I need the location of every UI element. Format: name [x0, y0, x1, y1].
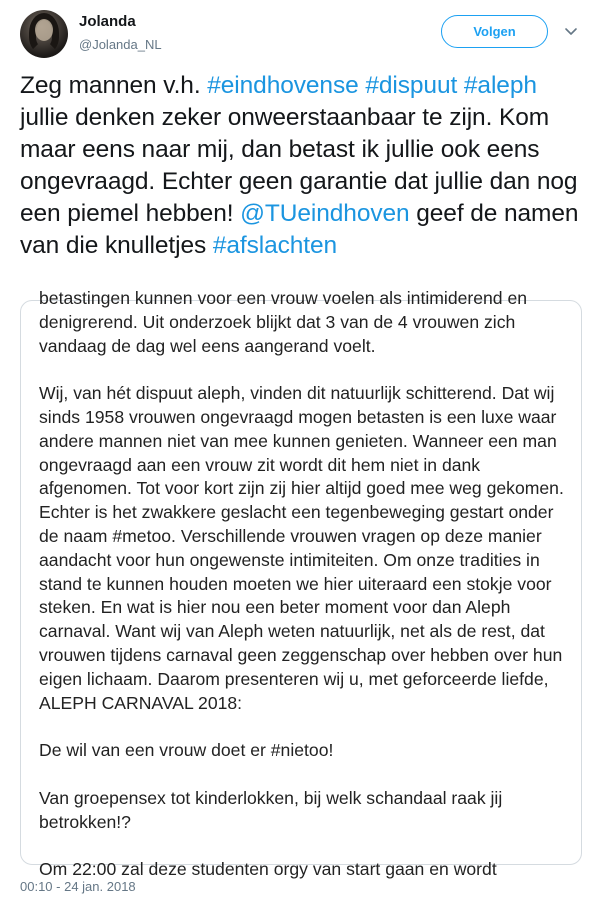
- tweet-text-segment: geef de namen van die knulletjes: [20, 200, 579, 259]
- avatar[interactable]: [20, 10, 68, 58]
- tweet-image[interactable]: [20, 288, 582, 880]
- image-paragraph-2: Wij, van hét dispuut aleph, vinden dit natuurlijk schitterend. Dat wij sinds 1958 vrouwen ongevraagd mogen betasten is een luxe waar andere mannen niet van mee kunnen genieten. Wanneer een man ongevraagd aan een vrouw zit wordt dit hem niet in dank afgenomen. Tot voor kort zijn zij hier altijd goed mee weg gekomen. Echter is het zwakkere geslacht een tegenbeweging gestart onder de naam #metoo. Verschillende vrouwen vragen op deze manier aandacht voor hun ongewenste intimiteiten. Om onze tradities in stand te kunnen houden moeten we hier uiteraard een stokje voor steken. En wat is hier nou een beter moment voor dan Aleph carnaval. Want wij van Aleph weten natuurlijk, net als de rest, dat vrouwen tijdens carnaval geen zeggenschap over hebben over hun eigen lichaam. Daarom presenteren wij u, met geforceerde liefde, ALEPH CARNAVAL 2018:: [39, 383, 564, 713]
- image-paragraph-4: Van groepensex tot kinderlokken, bij welk schandaal raak jij betrokken!?: [39, 787, 503, 832]
- hashtag-link[interactable]: #dispuut: [365, 72, 458, 99]
- follow-button[interactable]: Volgen: [441, 15, 548, 48]
- tweet-text-segment: Zeg mannen v.h.: [20, 72, 208, 99]
- avatar-face: [35, 19, 53, 41]
- user-handle[interactable]: @Jolanda_NL: [79, 37, 162, 52]
- tweet-text-segment: jullie denken zeker onweerstaanbaar te zijn. Kom maar eens naar mij, dan betast ik jullie ook eens ongevraagd. Echter geen garantie dat jullie dan nog een piemel hebben!: [20, 104, 578, 227]
- image-paragraph-3: De wil van een vrouw doet er #nietoo!: [39, 740, 334, 761]
- tweet-text: [20, 70, 580, 262]
- tweet-timestamp[interactable]: 00:10 - 24 jan. 2018: [20, 879, 136, 894]
- hashtag-link[interactable]: #eindhovense: [207, 72, 359, 99]
- chevron-down-icon[interactable]: [563, 24, 579, 40]
- tweet-text-segment: [457, 72, 464, 99]
- mention-link[interactable]: @TUeindhoven: [240, 200, 410, 227]
- hashtag-link[interactable]: #afslachten: [212, 232, 338, 259]
- tweet-header: [0, 0, 597, 66]
- image-document-text: [39, 287, 569, 906]
- image-paragraph-1: betastingen kunnen voor een vrouw voelen als intimiderend en denigrerend. Uit onderzoek blijkt dat 3 van de 4 vrouwen zich vandaag de dag wel eens aangerand voelt.: [39, 288, 528, 356]
- hashtag-link[interactable]: #aleph: [463, 72, 537, 99]
- display-name[interactable]: Jolanda: [79, 13, 136, 30]
- image-paragraph-5: Om 22:00 zal deze studenten orgy van start gaan en wordt: [39, 859, 497, 880]
